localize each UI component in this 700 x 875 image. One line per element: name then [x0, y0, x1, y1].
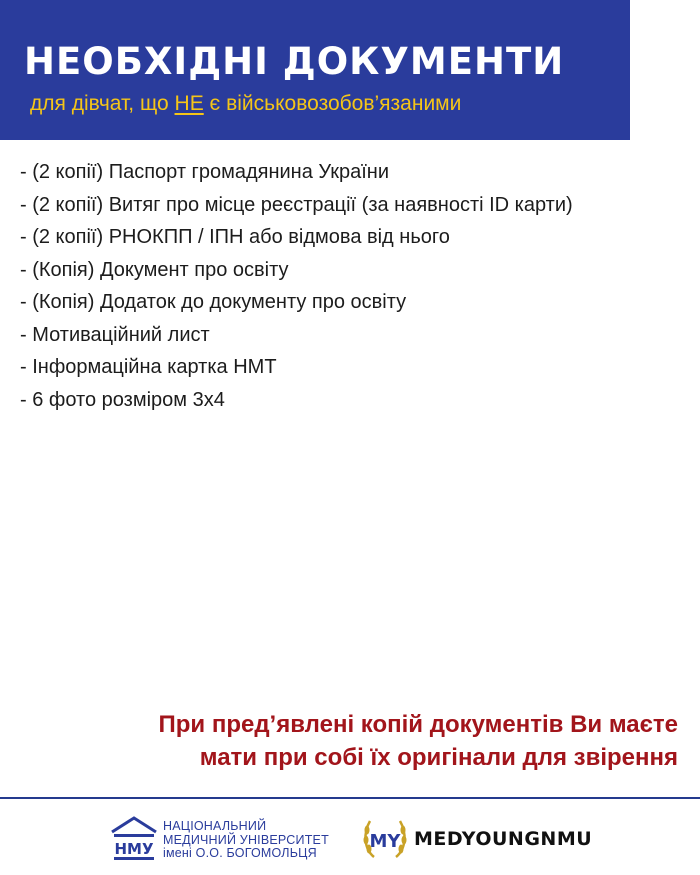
header-banner: [0, 0, 630, 140]
subtitle-text-before: для дівчат, що: [30, 92, 175, 115]
notice-line: При пред’явлені копій документів Ви маєте: [158, 711, 678, 738]
subtitle-text-after: є військовозобов’язаними: [203, 92, 462, 115]
notice-line: мати при собі їх оригінали для звірення: [199, 744, 678, 771]
university-name-line: МЕДИЧНИЙ УНІВЕРСИТЕТ: [163, 832, 329, 847]
document-item: - (2 копії) Паспорт громадянина України: [20, 161, 389, 183]
university-name-line: НАЦІОНАЛЬНИЙ: [163, 819, 267, 833]
document-item: - Інформаційна картка НМТ: [20, 356, 277, 378]
page-subtitle: [30, 92, 461, 116]
document-item: - (2 копії) Витяг про місце реєстрації (за наявності ID карти): [20, 193, 573, 216]
brand-logo-text: MY: [369, 831, 401, 852]
brand-name: MEDYOUNGNMU: [414, 828, 593, 850]
university-name-line: імені О.О. БОГОМОЛЬЦЯ: [163, 846, 317, 860]
document-item: - Мотиваційний лист: [20, 323, 210, 346]
documents-list: [20, 156, 630, 416]
university-name: [163, 820, 329, 861]
document-item: - 6 фото розміром 3х4: [20, 388, 225, 411]
subtitle-highlight: НЕ: [174, 92, 204, 115]
document-item: - (2 копії) РНОКПП / ІПН або відмова від нього: [20, 226, 450, 248]
document-item: - (Копія) Додаток до документу про освіту: [20, 291, 407, 313]
building-icon: [110, 814, 158, 862]
originals-notice: [18, 708, 678, 774]
footer-divider: [0, 797, 700, 799]
page-title: НЕОБХІДНІ ДОКУМЕНТИ: [24, 40, 565, 83]
laurel-emblem-icon: [360, 815, 410, 861]
document-item: - (Копія) Документ про освіту: [20, 258, 289, 281]
university-logo-text: НМУ: [114, 840, 154, 858]
